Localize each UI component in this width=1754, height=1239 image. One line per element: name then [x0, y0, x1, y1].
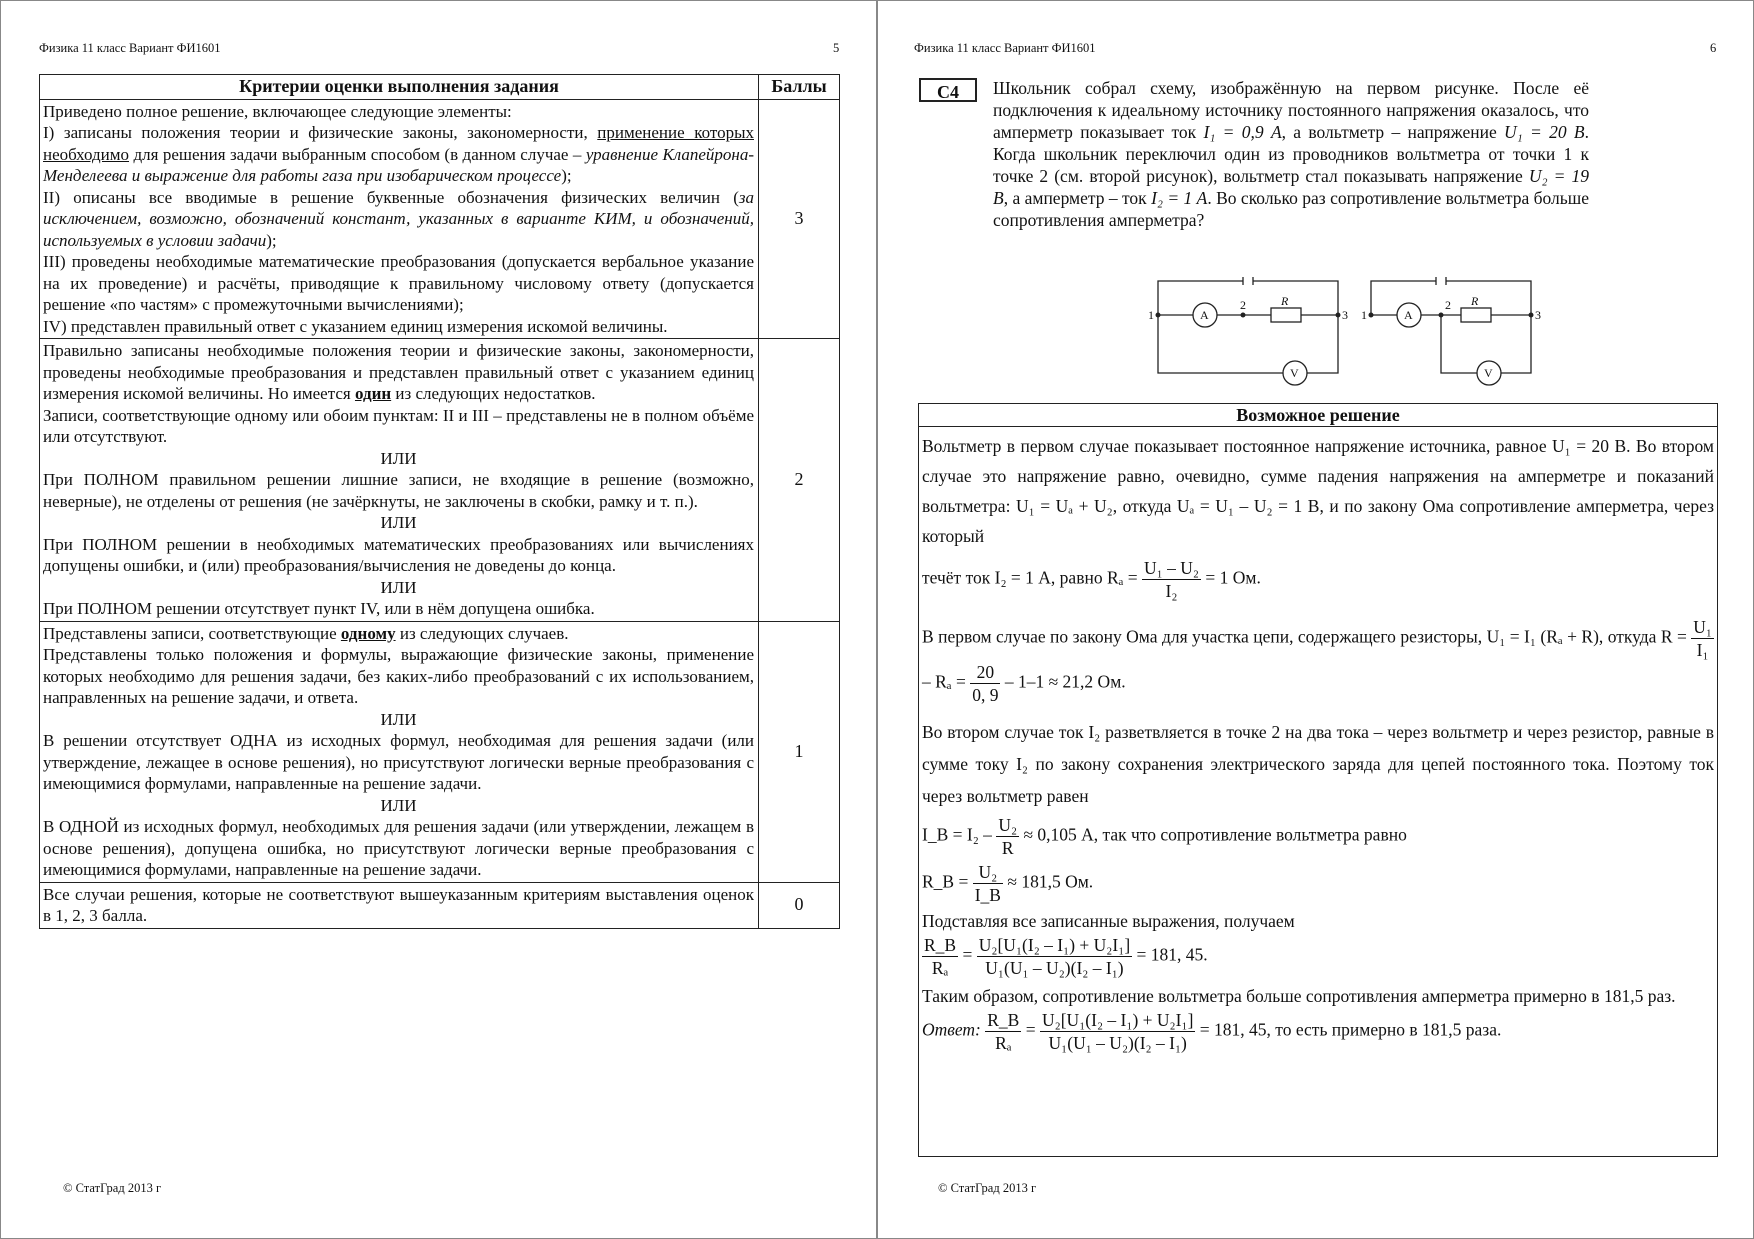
- circuit-diagram-1: [1148, 273, 1348, 393]
- or-separator: ИЛИ: [380, 448, 417, 468]
- table-row: [40, 99, 840, 339]
- or-separator: ИЛИ: [380, 709, 417, 729]
- criteria-text: Представлены записи, соответствующие одному из следующих случаев.: [43, 623, 569, 643]
- or-separator: ИЛИ: [380, 795, 417, 815]
- table-row: [40, 882, 840, 928]
- criteria-text: При ПОЛНОМ решении отсутствует пункт IV, или в нём допущена ошибка.: [43, 599, 595, 618]
- criteria-text: Приведено полное решение, включающее следующие элементы:: [43, 101, 512, 121]
- or-separator: ИЛИ: [380, 513, 417, 532]
- table-header-row: [40, 75, 840, 100]
- solution-formula: течёт ток I₂ = 1 А, равно Rₐ = $\frac{\text{U₁ – U₂}}{\text{I₂}}$ = 1 Ом.: [922, 558, 1261, 601]
- criteria-text: IV) представлен правильный ответ с указанием единиц измерения искомой величины.: [43, 316, 668, 336]
- criteria-text: В решении отсутствует ОДНА из исходных формул, необходимая для решения задачи (или утверждение, лежащее в основе решения), но присутствуют логически верные преобразования с имеющимися формулами, направленные на решение задачи.: [43, 731, 754, 793]
- table-row: [40, 339, 840, 622]
- criteria-text: В ОДНОЙ из исходных формул, необходимых для решения задачи (или утверждении, лежащем в основе решения), допущена ошибка, но присутствуют логически верные преобразования с имеющимися формулами, направленные на решение задачи.: [43, 817, 754, 879]
- solution-text: Вольтметр в первом случае показывает постоянное напряжение источника, равное U₁ = 20 В. Во втором случае это напряжение равно, очевидно, сумме падения напряжения на амперметре и показаний вольтметра: U₁ = Uₐ + U₂, откуда Uₐ = U₁ – U₂ = 1 В, и по закону Ома сопротивление амперметра, через который: [922, 436, 1714, 546]
- ammeter-label: A: [1200, 308, 1209, 322]
- task-text: Школьник собрал схему, изображённую на первом рисунке. После её подключения к идеальному источнику постоянного напряжения оказалось, что амперметр показывает ток I₁ = 0,9 А, а вольтметр – напряжение U₁ = 20 В. Когда школьник переключил один из проводников вольтметра от точки 1 к точке 2 (см. второй рисунок), вольтметр стал показывать напряжение U₂ = 19 В, а амперметр – ток I₂ = 1 А. Во сколько раз сопротивление вольтметра больше сопротивления амперметра?: [993, 78, 1589, 230]
- or-separator: ИЛИ: [380, 577, 417, 597]
- points-column-header: Баллы: [759, 75, 840, 100]
- points-cell: 3: [759, 99, 840, 339]
- criteria-text: Представлены только положения и формулы, выражающие физические законы, применение которых необходимо для решения задачи, без каких-либо преобразований с их использованием, направленных на решение задачи, и ответа.: [43, 645, 754, 707]
- node-label-3: 3: [1535, 308, 1541, 322]
- node-label-2: 2: [1445, 298, 1451, 312]
- criteria-cell: [40, 99, 759, 339]
- page-number: 6: [1710, 41, 1717, 55]
- criteria-text: III) проведены необходимые математические преобразования (допускается вербальное указание на их проведение) и расчёты, приводящие к правильному числовому ответу (допускается решение «по частям» с промежуточными вычислениями);: [43, 252, 754, 314]
- criteria-text: I) записаны положения теории и физические законы, закономерности, применение которых необходимо для решения задачи выбранным способом (в данном случае – уравнение Клапейрона-Менделеева и выражение для работы газа при изобарическом процессе);: [43, 123, 754, 185]
- criteria-cell: [40, 621, 759, 882]
- criteria-text: При ПОЛНОМ решении в необходимых математических преобразованиях или вычислениях допущены ошибки, и (или) преобразования/вычисления не доведены до конца.: [43, 534, 754, 575]
- resistor-label: R: [1281, 294, 1289, 308]
- criteria-text: При ПОЛНОМ правильном решении лишние записи, не входящие в решение (возможно, неверные), не отделены от решения (не зачёркнуты, не заключены в скобки, рамку и т. п.).: [43, 470, 754, 511]
- solution-formula: В первом случае по закону Ома для участка цепи, содержащего резисторы, U₁ = I₁ (Rₐ + R), откуда R = $\frac{\text{U₁}}{\text{I₁}}$ – Rₐ = $\frac{20}{0, 9}$ – 1–1 ≈ 21,2 Ом.: [922, 617, 1712, 705]
- page-header: Физика 11 класс Вариант ФИ1601: [39, 41, 221, 55]
- page-footer: © СтатГрад 2013 г: [938, 1181, 1037, 1195]
- criteria-column-header: Критерии оценки выполнения задания: [40, 75, 759, 100]
- criteria-text: Все случаи решения, которые не соответствуют вышеуказанным критериям выставления оценок в 1, 2, 3 балла.: [43, 884, 754, 925]
- solution-formula: R_B = $\frac{\text{U₂}}{I\_B}$ ≈ 181,5 Ом.: [922, 862, 1094, 905]
- table-row: [40, 621, 840, 882]
- page-footer: © СтатГрад 2013 г: [63, 1181, 162, 1195]
- criteria-text: Правильно записаны необходимые положения теории и физические законы, закономерности, проведены необходимые преобразования и представлен правильный ответ с указанием единиц измерения искомой величины. Но имеется один из следующих недостатков.: [43, 341, 754, 403]
- resistor-label: R: [1471, 294, 1479, 308]
- task-label: С4: [919, 78, 977, 102]
- node-label-2: 2: [1240, 298, 1246, 312]
- voltmeter-label: V: [1290, 366, 1299, 380]
- page-header: Физика 11 класс Вариант ФИ1601: [914, 41, 1096, 55]
- points-cell: 1: [759, 621, 840, 882]
- page-number: 5: [833, 41, 840, 55]
- solution-text: Подставляя все записанные выражения, получаем: [922, 911, 1295, 931]
- answer-formula: Ответ: $\frac{R\_B}{\text{Rₐ}}$ = $\frac{\text{U₂[U₁(I₂ – I₁) + U₂I₁]}}{\text{U₁(U₁ – U₂)(I₂ – I₁)}}$ = 181, 45, то есть примерно в 181,5 раза.: [922, 1010, 1502, 1053]
- points-cell: 0: [759, 882, 840, 928]
- solution-box: [918, 403, 1718, 1157]
- right-page: [877, 0, 1754, 1239]
- points-cell: 2: [759, 339, 840, 622]
- criteria-table: [39, 74, 840, 929]
- solution-text: Таким образом, сопротивление вольтметра больше сопротивления амперметра примерно в 181,5 раз.: [922, 986, 1676, 1006]
- solution-formula: I_B = I₂ – $\frac{\text{U₂}}{R}$ ≈ 0,105 А, так что сопротивление вольтметра равно: [922, 815, 1407, 858]
- solution-title: Возможное решение: [919, 404, 1717, 427]
- ammeter-label: A: [1404, 308, 1413, 322]
- criteria-cell: [40, 339, 759, 622]
- solution-formula: $\frac{R\_B}{\text{Rₐ}}$ = $\frac{\text{U₂[U₁(I₂ – I₁) + U₂I₁]}}{\text{U₁(U₁ – U₂)(I₂ – I₁)}}$ = 181, 45.: [924, 935, 1208, 978]
- criteria-cell: [40, 882, 759, 928]
- node-label-3: 3: [1342, 308, 1348, 322]
- solution-text: Во втором случае ток I₂ разветвляется в точке 2 на два тока – через вольтметр и через резистор, равные в сумме току I₂ по закону сохранения электрического заряда для цепей постоянного тока. Поэтому ток через вольтметр равен: [922, 722, 1714, 806]
- criteria-text: II) описаны все вводимые в решение буквенные обозначения физических величин (за исключением, возможно, обозначений констант, указанных в варианте КИМ, и обозначений, используемых в условии задачи);: [43, 187, 754, 250]
- voltmeter-label: V: [1484, 366, 1493, 380]
- circuit-diagram-2: [1361, 273, 1561, 393]
- node-label-1: 1: [1361, 308, 1367, 322]
- solution-body: [919, 427, 1717, 1054]
- node-label-1: 1: [1148, 308, 1154, 322]
- criteria-text: Записи, соответствующие одному или обоим пунктам: II и III – представлены не в полном объёме или отсутствуют.: [43, 405, 754, 446]
